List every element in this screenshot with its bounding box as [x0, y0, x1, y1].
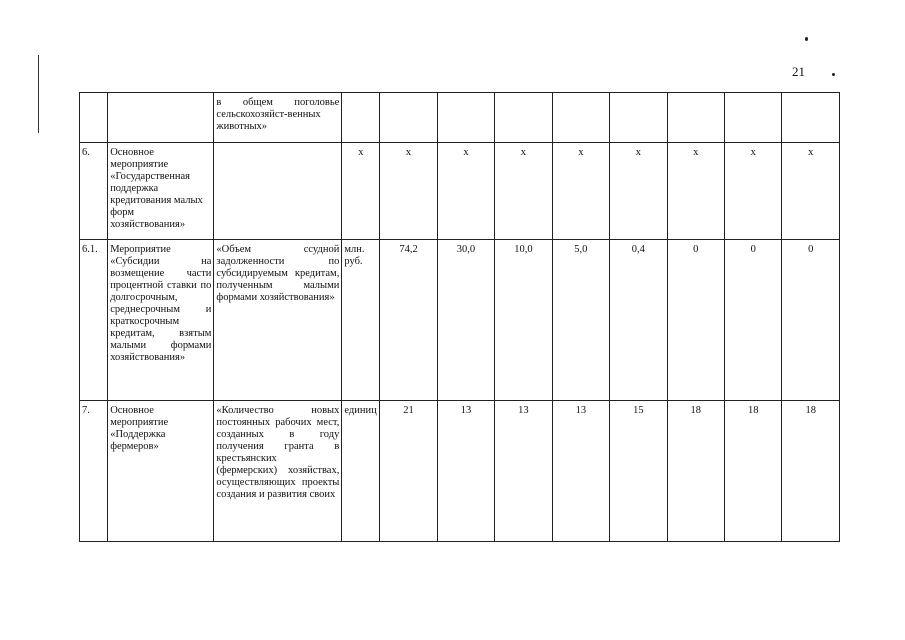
table-row: [80, 93, 840, 143]
value-cell: 10,0: [495, 240, 552, 401]
value-cell: 13: [495, 401, 552, 542]
indicator-name: в общем поголовье сельскохозяйст-венных животных»: [214, 93, 342, 143]
value-cell: 18: [725, 401, 782, 542]
unit-cell: единиц: [342, 401, 380, 542]
value-cell: х: [552, 143, 609, 240]
activity-name: [108, 93, 214, 143]
value-cell: х: [380, 143, 437, 240]
row-number: [80, 93, 108, 143]
value-cell: 0: [667, 240, 724, 401]
table-row: [80, 240, 840, 401]
value-cell: 18: [667, 401, 724, 542]
table-row: [80, 401, 840, 542]
value-cell: 13: [437, 401, 494, 542]
unit-cell: [342, 93, 380, 143]
activity-name: Мероприятие «Субсидии на возмещение части процентной ставки по долгосрочным, среднесрочным и краткосрочным кредитам, взятым малыми формами хозяйствования»: [108, 240, 214, 401]
row-number: 7.: [80, 401, 108, 542]
value-cell: 0: [725, 240, 782, 401]
unit-cell: млн. руб.: [342, 240, 380, 401]
value-cell: 15: [610, 401, 667, 542]
row-number: 6.1.: [80, 240, 108, 401]
scan-speck: [832, 73, 835, 76]
value-cell: 21: [380, 401, 437, 542]
scan-speck: [805, 37, 808, 41]
unit-cell: х: [342, 143, 380, 240]
value-cell: 74,2: [380, 240, 437, 401]
activity-name: Основное мероприятие «Государственная поддержка кредитования малых форм хозяйствования»: [108, 143, 214, 240]
value-cell: [552, 93, 609, 143]
value-cell: 30,0: [437, 240, 494, 401]
value-cell: [495, 93, 552, 143]
activity-name: Основное мероприятие «Поддержка фермеров»: [108, 401, 214, 542]
value-cell: [610, 93, 667, 143]
page-number: 21: [792, 64, 805, 79]
indicator-name: [214, 143, 342, 240]
value-cell: 18: [782, 401, 840, 542]
value-cell: х: [782, 143, 840, 240]
table-row: [80, 143, 840, 240]
indicator-name: «Количество новых постоянных рабочих мест, созданных в году получения гранта в крестьянских (фермерских) хозяйствах, осуществляющих проекты создания и развития своих: [214, 401, 342, 542]
value-cell: [725, 93, 782, 143]
indicator-name: «Объем ссудной задолженности по субсидируемым кредитам, полученным малыми формами хозяйствования»: [214, 240, 342, 401]
value-cell: [380, 93, 437, 143]
value-cell: х: [667, 143, 724, 240]
program-indicators-table: [79, 92, 840, 542]
row-number: 6.: [80, 143, 108, 240]
value-cell: х: [437, 143, 494, 240]
value-cell: 0,4: [610, 240, 667, 401]
value-cell: 5,0: [552, 240, 609, 401]
value-cell: х: [610, 143, 667, 240]
value-cell: [437, 93, 494, 143]
value-cell: х: [495, 143, 552, 240]
value-cell: [782, 93, 840, 143]
value-cell: 0: [782, 240, 840, 401]
value-cell: [667, 93, 724, 143]
margin-line: [38, 55, 39, 133]
value-cell: 13: [552, 401, 609, 542]
value-cell: х: [725, 143, 782, 240]
